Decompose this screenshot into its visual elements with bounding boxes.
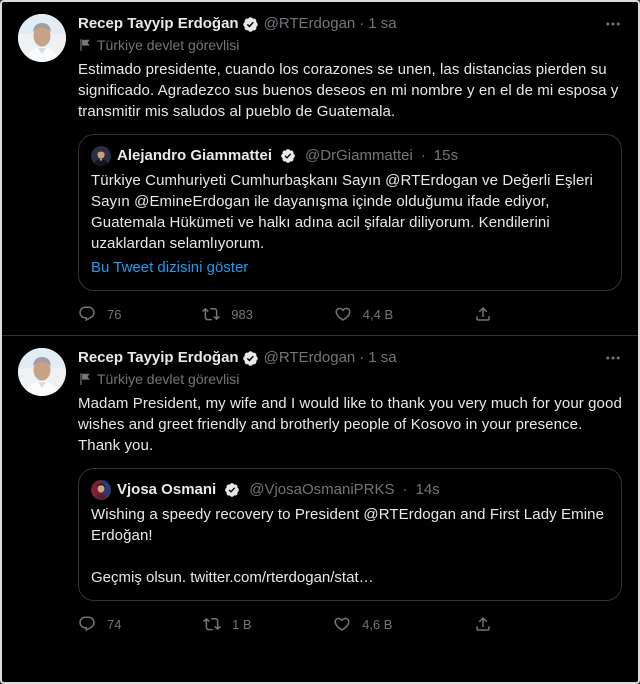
quoted-tweet[interactable] (78, 468, 622, 601)
more-button[interactable] (604, 349, 622, 367)
government-label (78, 36, 622, 54)
author-name[interactable]: Recep Tayyip Erdoğan (78, 349, 239, 366)
quoted-tweet-text-2: Geçmiş olsun. twitter.com/rterdogan/stat… (91, 569, 374, 586)
retweet-button[interactable] (202, 305, 253, 323)
action-bar (78, 297, 492, 333)
quoted-verified-badge-icon (223, 482, 240, 498)
quoted-timestamp: 15s (433, 147, 458, 164)
tweet[interactable] (2, 2, 638, 335)
separator: · (402, 481, 408, 498)
author-name[interactable]: Recep Tayyip Erdoğan (78, 15, 239, 32)
quoted-avatar (91, 146, 111, 166)
tweet-text: Madam President, my wife and I would like to thank you very much for your good wishes and greet friendly and brotherly people of Kosovo in your presence. Thank you. (78, 395, 622, 454)
tweet-header (78, 14, 622, 34)
like-count: 4,6 B (362, 616, 393, 632)
retweet-icon (203, 615, 221, 633)
reply-button[interactable] (78, 615, 121, 633)
quoted-author-handle: @DrGiammattei (305, 147, 413, 164)
separator: · (359, 15, 365, 32)
verified-badge-icon (242, 16, 259, 33)
reply-count: 76 (107, 306, 122, 322)
quoted-author-name: Vjosa Osmani (117, 481, 217, 498)
like-count: 4,4 B (362, 306, 394, 322)
share-icon (474, 305, 492, 323)
timestamp[interactable]: 1 sa (368, 349, 397, 366)
flag-icon (78, 372, 92, 386)
quoted-avatar (91, 480, 111, 500)
quoted-timestamp: 14s (415, 481, 440, 498)
quoted-tweet-header (91, 146, 609, 166)
reply-count: 74 (107, 616, 122, 632)
quoted-tweet-header (91, 480, 609, 500)
government-label-text: Türkiye devlet görevlisi (97, 37, 240, 53)
quoted-tweet-text: Wishing a speedy recovery to President @RTErdogan and First Lady Emine Erdoğan! (91, 506, 605, 544)
retweet-count: 1 B (232, 616, 252, 632)
heart-icon (333, 615, 351, 633)
government-label (78, 370, 622, 388)
more-button[interactable] (604, 15, 622, 33)
flag-icon (78, 38, 92, 52)
tweet-text: Estimado presidente, cuando los corazones se unen, las distancias pierden su significado. Agradezco sus buenos deseos en mi nombre y en el de mi esposa y transmitir mis saludos al pueblo de Guatemala. (78, 61, 619, 120)
quoted-verified-badge-icon (279, 148, 296, 164)
retweet-icon (202, 305, 220, 323)
heart-icon (334, 305, 352, 323)
profile-photo (18, 348, 66, 396)
timestamp[interactable]: 1 sa (368, 15, 397, 32)
like-button[interactable] (334, 305, 393, 323)
author-handle[interactable]: @RTErdogan (263, 15, 356, 32)
separator: · (420, 147, 426, 164)
reply-icon (78, 615, 96, 633)
like-button[interactable] (333, 615, 392, 633)
share-button[interactable] (474, 305, 492, 323)
quoted-author-handle: @VjosaOsmaniPRKS (249, 481, 395, 498)
tweet-header (78, 348, 622, 368)
quoted-profile-photo (91, 480, 111, 500)
share-icon (474, 615, 492, 633)
quoted-author-name: Alejandro Giammattei (117, 147, 273, 164)
government-label-text: Türkiye devlet görevlisi (97, 371, 240, 387)
verified-badge-icon (242, 350, 259, 367)
quoted-profile-photo (91, 146, 111, 166)
reply-icon (78, 305, 96, 323)
tweet[interactable] (2, 335, 638, 645)
quoted-tweet[interactable] (78, 134, 622, 291)
reply-button[interactable] (78, 305, 121, 323)
retweet-count: 983 (231, 306, 253, 322)
action-bar (78, 607, 492, 643)
share-button[interactable] (474, 615, 492, 633)
retweet-button[interactable] (203, 615, 252, 633)
more-icon (604, 349, 622, 367)
avatar[interactable] (18, 14, 66, 62)
avatar[interactable] (18, 348, 66, 396)
show-thread-link[interactable]: Bu Tweet dizisini göster (91, 259, 249, 276)
separator: · (359, 349, 365, 366)
profile-photo (18, 14, 66, 62)
author-handle[interactable]: @RTErdogan (263, 349, 356, 366)
more-icon (604, 15, 622, 33)
quoted-tweet-text: Türkiye Cumhuriyeti Cumhurbaşkanı Sayın @RTErdogan ve Değerli Eşleri Sayın @EmineErdogan ile dayanışma içinde olduğumu ifade ediyor, Guatemala Hükümeti ve halkı adına acil şifalar diliyorum. Kendilerini uzaklardan selamlıyorum. (91, 172, 593, 252)
